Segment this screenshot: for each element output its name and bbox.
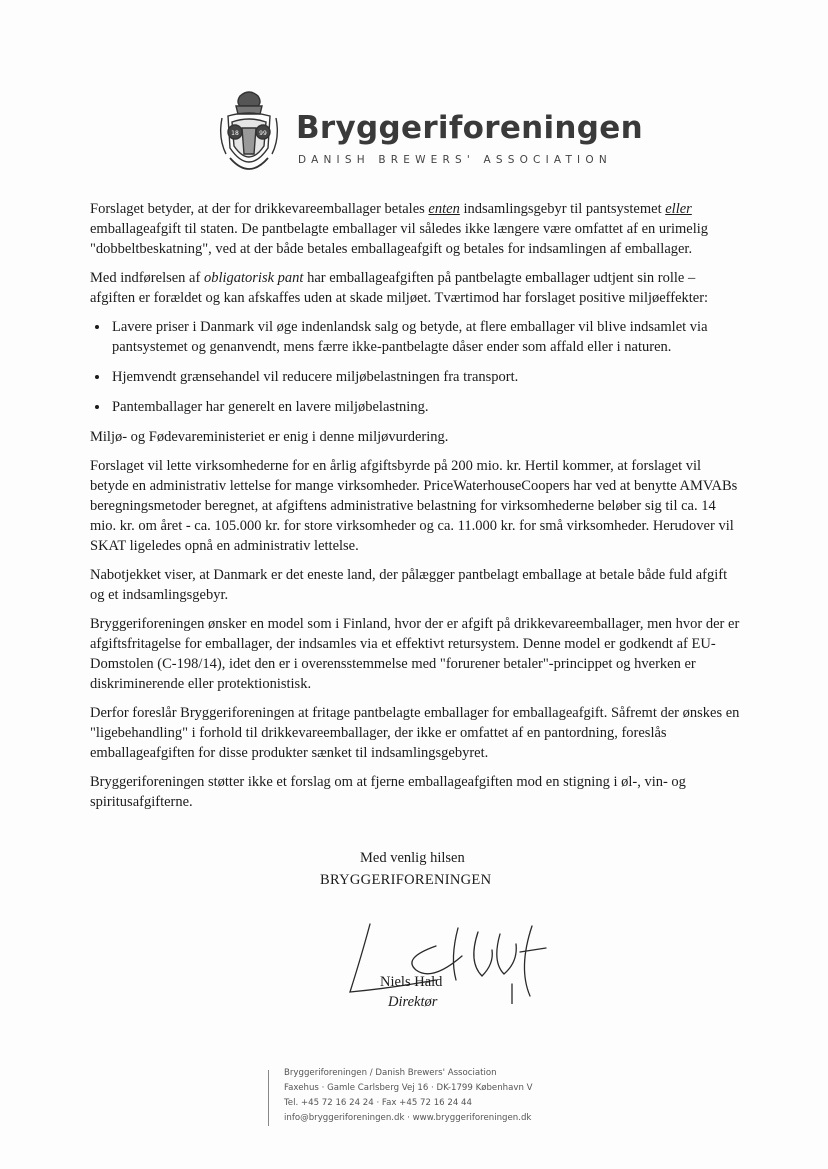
signature-org: BRYGGERIFORENINGEN bbox=[320, 872, 492, 888]
list-item: • Lavere priser i Danmark vil øge indenlandsk salg og betyde, at flere emballager vil blive indsamlet via pantsystemet og genanvendt, mens færre ikke-pantbelagte dåser ender som affald eller i naturen. bbox=[110, 317, 740, 357]
emphasis-enten: enten bbox=[428, 201, 460, 217]
crest-text-right: 99 bbox=[259, 130, 267, 137]
emphasis-obligatorisk-pant: obligatorisk pant bbox=[203, 270, 304, 286]
emphasis-eller: eller bbox=[665, 201, 692, 217]
paragraph-1: Forslaget betyder, at der for drikkevareemballager betales enten indsamlingsgebyr til pantsystemet eller emballageafgift til staten. De pantbelagte emballager vil således ikke længere være omfattet af en urimelig "dobbeltbeskatning", ved at der både betales emballageafgift og betales for indsamlingen af emballager. bbox=[90, 201, 709, 257]
crest-logo-icon bbox=[218, 88, 280, 180]
list-item: • Hjemvendt grænsehandel vil reducere miljøbelastningen fra transport. bbox=[110, 367, 740, 387]
letter-body bbox=[90, 199, 740, 821]
footer-line-address: Faxehus · Gamle Carlsberg Vej 16 · DK-1799 København V bbox=[284, 1083, 533, 1093]
paragraph-2: Med indførelsen af obligatorisk pant har emballageafgiften på pantbelagte emballager udtjent sin rolle – afgiften er forældet og kan afskaffes uden at skade miljøet. Tværtimod har forslaget positive miljøeffekter: bbox=[90, 270, 709, 306]
footer-line-org: Bryggeriforeningen / Danish Brewers' Association bbox=[284, 1068, 497, 1078]
paragraph-3: Miljø- og Fødevareministeriet er enig i denne miljøvurdering. bbox=[90, 429, 449, 445]
crest-text-left: 18 bbox=[231, 130, 239, 137]
footer-divider bbox=[268, 1070, 269, 1126]
paragraph-5: Nabotjekket viser, at Danmark er det eneste land, der pålægger pantbelagt emballage at betale både fuld afgift og et indsamlingsgebyr. bbox=[90, 567, 728, 603]
org-logo-title: Bryggeriforeningen bbox=[296, 110, 643, 146]
signatory-name: Niels Hald bbox=[380, 974, 443, 990]
footer-line-web: info@bryggeriforeningen.dk · www.bryggeriforeningen.dk bbox=[284, 1113, 532, 1123]
effects-list bbox=[90, 317, 740, 417]
paragraph-6: Bryggeriforeningen ønsker en model som i Finland, hvor der er afgift på drikkevareemballager, men hvor der er afgiftsfritagelse for emballager, der indsamles via et effektivt retursystem. Denne model er godkendt af EU-Domstolen (C-198/14), idet den er i overensstemmelse med "forurener betaler"-princippet og hverken er diskriminerende eller protektionistisk. bbox=[90, 616, 740, 692]
org-logo-tagline: DANISH BREWERS' ASSOCIATION bbox=[298, 154, 612, 166]
closing-greeting: Med venlig hilsen bbox=[360, 850, 465, 866]
paragraph-8: Bryggeriforeningen støtter ikke et forslag om at fjerne emballageafgiften mod en stigning i øl-, vin- og spiritusafgifterne. bbox=[90, 774, 686, 810]
footer-contact bbox=[284, 1066, 533, 1126]
list-item: • Pantemballager har generelt en lavere miljøbelastning. bbox=[110, 397, 740, 417]
handwritten-signature-icon bbox=[332, 884, 562, 1004]
paragraph-7: Derfor foreslår Bryggeriforeningen at fritage pantbelagte emballager for emballageafgift. Såfremt der ønskes en "ligebehandling" i forhold til drikkevareemballager, der ikke er omfattet af en pantordning, foreslås emballageafgiften for disse produkter sænket til indsamlingsgebyret. bbox=[90, 705, 740, 761]
signatory-role: Direktør bbox=[388, 994, 438, 1010]
footer-line-phone: Tel. +45 72 16 24 24 · Fax +45 72 16 24 44 bbox=[284, 1098, 472, 1108]
paragraph-4: Forslaget vil lette virksomhederne for en årlig afgiftsbyrde på 200 mio. kr. Hertil kommer, at forslaget vil betyde en administrativ lettelse for mange virksomheder. PriceWaterhouseCoopers har ved at benytte AMVABs beregningsmetoder beregnet, at afgiftens administrative belastning for virksomhederne beløber sig til ca. 14 mio. kr. om året - ca. 105.000 kr. for store virksomheder og ca. 11.000 kr. for små virksomheder. Herudover vil SKAT ligeledes opnå en administrativ lettelse. bbox=[90, 458, 738, 554]
